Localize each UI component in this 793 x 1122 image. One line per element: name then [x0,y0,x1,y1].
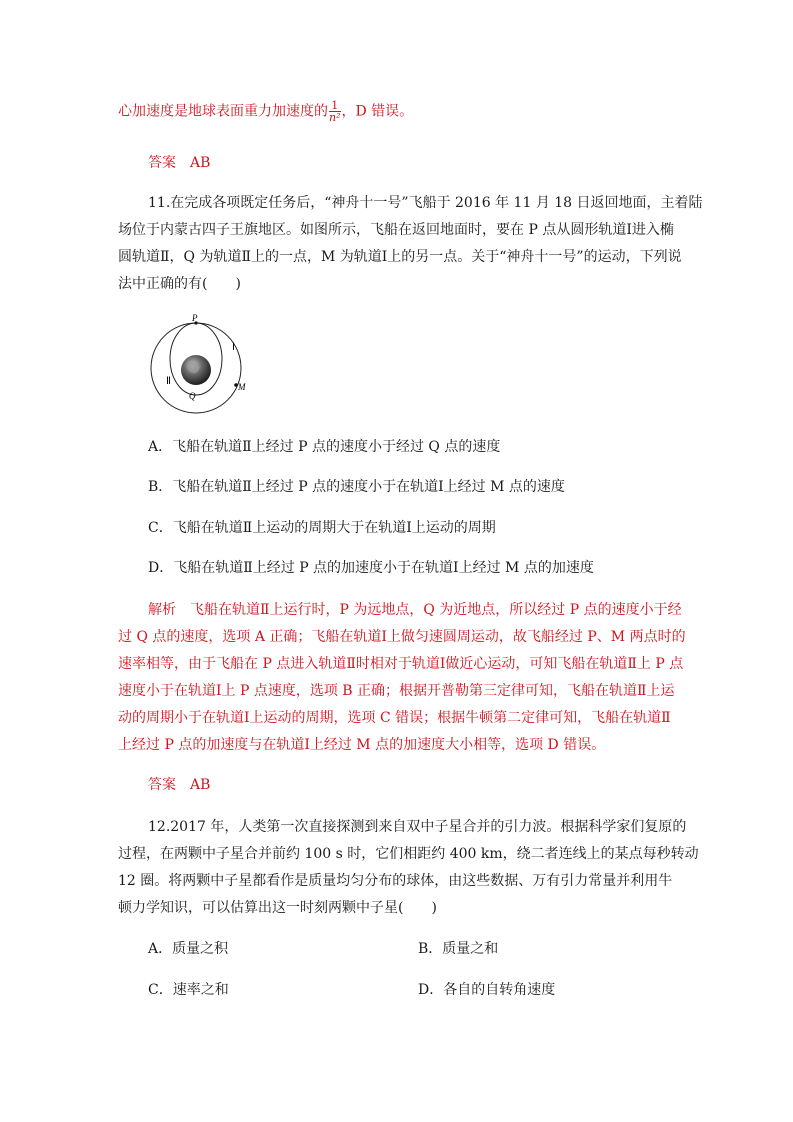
q12-option-c: C．速率之和 [148,982,229,998]
q11-option-b: B．飞船在轨道Ⅱ上经过 P 点的速度小于在轨道Ⅰ上经过 M 点的速度 [148,479,565,495]
label-orbit-1: Ⅰ [232,342,235,353]
orbit-diagram [146,312,256,414]
q11-stem-line-1: 11.在完成各项既定任务后，“神舟十一号”飞船于 2016 年 11 月 18 日返回地面，主着陆 [148,195,703,211]
q12-option-d: D．各自的自转角速度 [418,982,556,998]
q11-option-d: D．飞船在轨道Ⅱ上经过 P 点的加速度小于在轨道Ⅰ上经过 M 点的加速度 [148,560,594,576]
q11-analysis-line-1: 解析 飞船在轨道Ⅱ上运行时，P 为远地点，Q 为近地点，所以经过 P 点的速度小于经 [148,602,682,618]
label-M: M [238,382,246,392]
q12-stem-line-4: 顿力学知识，可以估算出这一时刻两颗中子星( ) [118,900,437,916]
fraction-1-over-n2: $\frac{1}{\text{n²}}$ [329,99,341,124]
label-Q: Q [189,391,196,401]
q11-option-c: C．飞船在轨道Ⅱ上运动的周期大于在轨道Ⅰ上运动的周期 [148,520,496,536]
q12-option-b: B．质量之和 [418,941,499,957]
answer-q10: 答案 AB [148,155,211,171]
answer-q11: 答案 AB [148,777,211,793]
q11-stem-line-4: 法中正确的有( ) [118,276,241,292]
q11-analysis-line-5: 动的周期小于在轨道Ⅰ上运动的周期，选项 C 错误；根据牛顿第二定律可知，飞船在轨道Ⅱ [118,710,671,726]
q11-analysis-line-3: 速率相等，由于飞船在 P 点进入轨道Ⅱ时相对于轨道Ⅰ做近心运动，可知飞船在轨道Ⅱ上 P 点 [118,656,684,672]
q12-stem-line-3: 12 圈。将两颗中子星都看作是质量均匀分布的球体，由这些数据、万有引力常量并利用牛 [118,873,673,889]
q11-stem-line-2: 场位于内蒙古四子王旗地区。如图所示，飞船在返回地面时，要在 P 点从圆形轨道Ⅰ进入椭 [118,222,674,238]
q12-stem-line-1: 12.2017 年，人类第一次直接探测到来自双中子星合并的引力波。根据科学家们复原的 [148,819,687,835]
q11-analysis-line-6: 上经过 P 点的加速度与在轨道Ⅰ上经过 M 点的加速度大小相等，选项 D 错误。 [118,737,606,753]
prev-analysis-tail: ，D 错误。 [341,103,414,120]
q11-stem-line-3: 圆轨道Ⅱ，Q 为轨道Ⅱ上的一点，M 为轨道Ⅰ上的另一点。关于“神舟十一号”的运动，下列说 [118,249,682,265]
q11-analysis-line-2: 过 Q 点的速度，选项 A 正确；飞船在轨道Ⅰ上做匀速圆周运动，故飞船经过 P、M 两点时的 [118,629,686,645]
label-P: P [192,313,198,323]
prev-analysis-end [118,100,413,123]
q12-option-a: A．质量之积 [148,941,229,957]
q12-stem-line-2: 过程，在两颗中子星合并前约 100 s 时，它们相距约 400 km，绕二者连线上的某点每秒转动 [118,846,699,862]
q11-option-a: A．飞船在轨道Ⅱ上经过 P 点的速度小于经过 Q 点的速度 [148,439,501,455]
label-orbit-2: Ⅱ [166,376,171,387]
q11-analysis-line-4: 速度小于在轨道Ⅰ上 P 点速度，选项 B 正确；根据开普勒第三定律可知，飞船在轨道Ⅱ上运 [118,683,675,699]
prev-analysis-text: 心加速度是地球表面重力加速度的 [118,103,328,120]
